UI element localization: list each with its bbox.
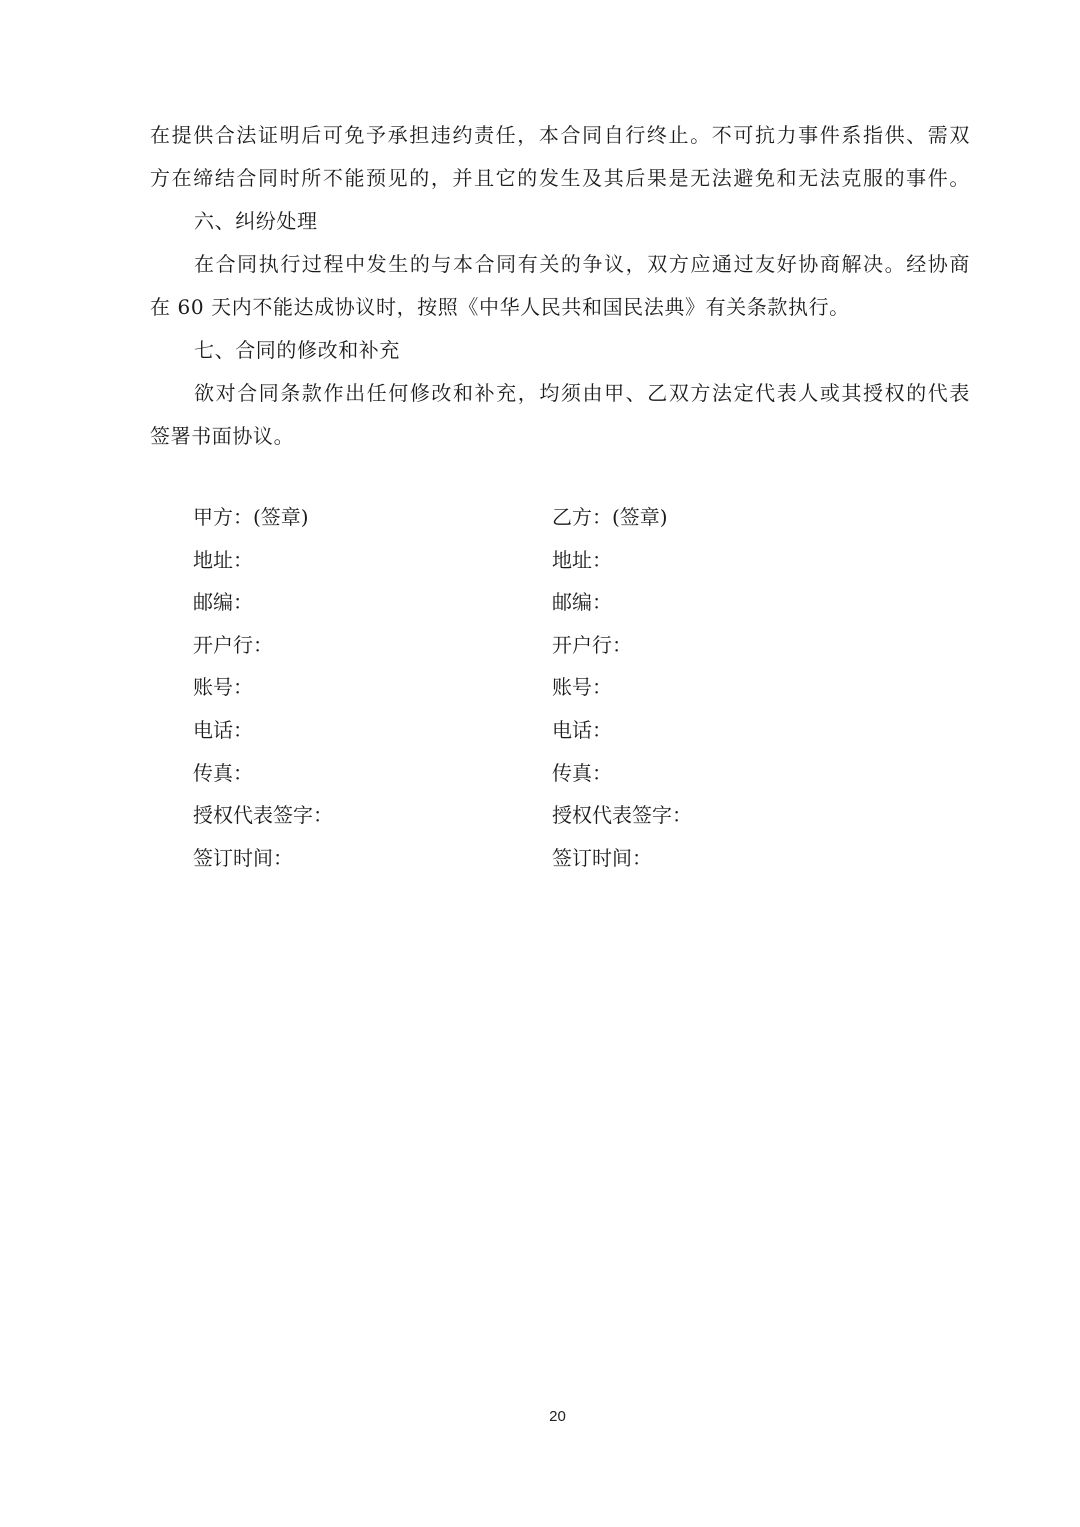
- party-a-fax-label: 传真：: [193, 760, 253, 785]
- party-b-representative-label: 授权代表签字：: [552, 803, 692, 828]
- signature-row-phone: [193, 709, 893, 752]
- paragraph-line: 在合同执行过程中发生的与本合同有关的争议，双方应通过友好协商解决。经协商: [194, 252, 970, 276]
- party-b-address-label: 地址：: [552, 547, 612, 572]
- signature-row-representative: [193, 794, 893, 837]
- paragraph-line: 方在缔结合同时所不能预见的，并且它的发生及其后果是无法避免和无法克服的事件。: [150, 166, 970, 190]
- party-b-date-label: 签订时间：: [552, 845, 652, 870]
- party-a-representative-label: 授权代表签字：: [193, 803, 333, 828]
- party-a-seal-label: 甲方：(签章): [193, 505, 309, 529]
- party-a-account-label: 账号：: [193, 675, 253, 700]
- signature-row-account: [193, 666, 893, 709]
- party-b-phone-label: 电话：: [552, 717, 612, 742]
- party-b-postcode-label: 邮编：: [552, 590, 612, 615]
- paragraph-line: 签署书面协议。: [150, 424, 295, 448]
- signature-block: [193, 496, 893, 879]
- paragraph-line: 欲对合同条款作出任何修改和补充，均须由甲、乙双方法定代表人或其授权的代表: [194, 381, 970, 405]
- party-a-postcode-label: 邮编：: [193, 590, 253, 615]
- paragraph-line: 在 60 天内不能达成协议时，按照《中华人民共和国民法典》有关条款执行。: [150, 295, 850, 319]
- party-b-bank-label: 开户行：: [552, 632, 632, 657]
- section-heading-dispute: 六、纠纷处理: [194, 209, 318, 233]
- signature-row-fax: [193, 752, 893, 795]
- party-a-bank-label: 开户行：: [193, 632, 273, 657]
- signature-row-address: [193, 539, 893, 582]
- contract-body: [150, 114, 970, 458]
- signature-row-bank: [193, 624, 893, 667]
- page-number: 20: [549, 1408, 566, 1425]
- party-a-date-label: 签订时间：: [193, 845, 293, 870]
- party-a-address-label: 地址：: [193, 547, 253, 572]
- paragraph-line: 在提供合法证明后可免予承担违约责任，本合同自行终止。不可抗力事件系指供、需双: [150, 123, 970, 147]
- party-a-phone-label: 电话：: [193, 717, 253, 742]
- party-b-account-label: 账号：: [552, 675, 612, 700]
- party-b-fax-label: 传真：: [552, 760, 612, 785]
- signature-row-seal: [193, 496, 893, 539]
- party-b-seal-label: 乙方：(签章): [552, 505, 668, 529]
- signature-row-postcode: [193, 581, 893, 624]
- signature-row-date: [193, 837, 893, 880]
- section-heading-amendment: 七、合同的修改和补充: [194, 338, 400, 362]
